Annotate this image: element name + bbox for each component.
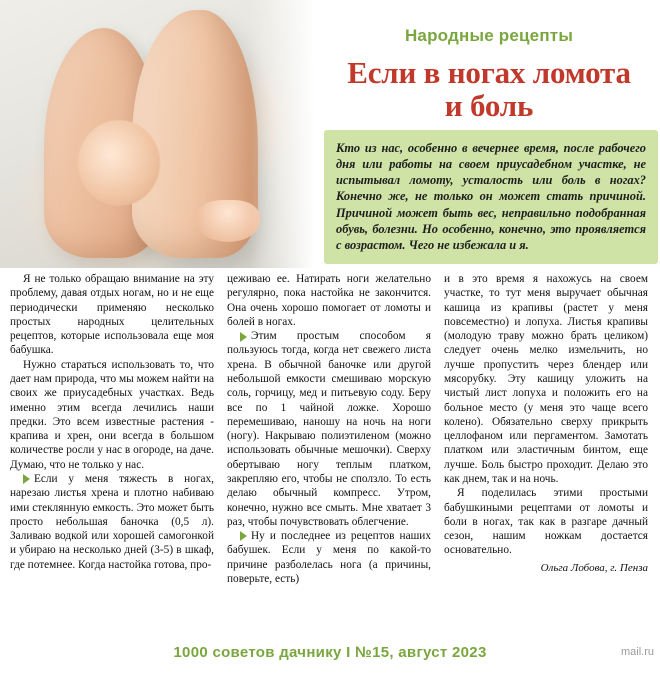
column-3 xyxy=(444,272,648,646)
paragraph-text: Нужно стараться использовать то, что дает нам природа, что мы можем найти на своих же приусадебных участках. Ведь именно этим всегда лечились наши предки. Это всем известные растения - крапива и хрен, они всегда в большом количестве росли у нас в огороде, на даче. Думаю, что не только у нас. xyxy=(10,358,214,471)
author-signature: Ольга Лобова, г. Пенза xyxy=(540,561,648,574)
headline-block xyxy=(318,0,660,268)
bullet-triangle-icon xyxy=(240,531,247,541)
paragraph-text: Этим простым способом я пользуюсь тогда, когда нет свежего листа хрена. В обычной баночке или другой небольшой емкости смешиваю морскую соль, горчицу, мед и питьевую соду. Беру все по 1 чайной ложке. Хорошо перемешиваю, наношу на ночь на ноги (ногу). Накрываю полиэтиленом (можно использовать обычные мешочки). Сверху обертываю ногу теплым платком, закрепляю его, чтобы не сползло. То есть делаю обычный компресс. Утром, конечно, нужно все смыть. Мне хватает 3 раз, чтобы почувствовать облегчение. xyxy=(227,330,431,528)
heel-highlight xyxy=(78,120,160,206)
paragraph xyxy=(444,486,648,557)
footer-text: 1000 советов дачнику I №15, август 2023 xyxy=(173,644,487,661)
bullet-triangle-icon xyxy=(240,332,247,342)
column-1 xyxy=(10,272,214,646)
paragraph-text: Если у меня тяжесть в ногах, нарезаю листья хрена и плотно набиваю ими стеклянную емкость. Это может быть просто небольшая баночка (0,5 л). Заливаю водкой или хорошей самогонкой и убираю на несколько дней (3-5) в шкаф, где потемнее. Когда настойка готова, про- xyxy=(10,472,214,571)
page-title xyxy=(318,56,660,123)
paragraph-text: цеживаю ее. Натирать ноги желательно регулярно, пока настойка не закончится. Она очень хорошо помогает от ломоты и болей в ногах. xyxy=(227,273,431,328)
paragraph xyxy=(10,358,214,472)
headline-line-2: и боль xyxy=(444,88,534,124)
feet-photo xyxy=(0,0,320,268)
article-footer xyxy=(0,644,660,674)
paragraph xyxy=(227,329,431,529)
paragraph-text: и в это время я нахожусь на своем участке, то тут меня выручает обычная кашица из крапивы (растет у меня повсеместно) и лопуха. Листья крапивы (молодую траву можно брать целиком) следует очень мелко измельчить, но лучше пропустить через блендер или мясорубку. Эту кашицу уложить на чистый лист лопуха и положить его на больное место (у меня это чаще всего колено). Обязательно сверху прикрыть целлофаном или пергаментом. Замотать платком или эластичным бинтом, еще лучше. Боль быстро проходит. Делаю это как днем, так и на ночь. xyxy=(444,273,648,485)
paragraph xyxy=(444,272,648,486)
column-2 xyxy=(227,272,431,646)
headline-line-1: Если в ногах ломота xyxy=(347,55,631,90)
lead-box xyxy=(324,130,658,264)
article-header xyxy=(0,0,660,268)
bullet-triangle-icon xyxy=(23,474,30,484)
brand-watermark: mail.ru xyxy=(620,646,654,658)
lead-text: Кто из нас, особенно в вечернее время, после рабочего дня или работы на своем приусадебном участке, не испытывал ломоту, усталость или боль в ногах? Конечно же, не только он может стать причиной. Причиной может быть вес, неправильно подобранная обувь, болезни. Но особенно, конечно, это проявляется с возрастом. Чего не избежала и я. xyxy=(336,141,646,252)
paragraph xyxy=(227,272,431,329)
photo-fade-overlay xyxy=(250,0,320,268)
rubric-label: Народные рецепты xyxy=(404,26,574,45)
article-columns xyxy=(10,272,650,646)
paragraph xyxy=(10,272,214,358)
paragraph-text: Ну и последнее из рецептов наших бабушек. Если у меня по какой-то причине разболелась нога (а причины, поверьте, есть) xyxy=(227,530,431,585)
paragraph-text: Я не только обращаю внимание на эту проблему, давая отдых ногам, но и не еще периодически применяю несколько простых народных целительных рецептов, которые использовала еще моя бабушка. xyxy=(10,273,214,357)
paragraph xyxy=(10,472,214,572)
paragraph xyxy=(227,529,431,586)
paragraph-text: Я поделилась этими простыми бабушкиными рецептами от ломоты и боли в ногах, так как в разгаре дачный сезон, нашим ножкам достается основательно. xyxy=(444,487,648,557)
